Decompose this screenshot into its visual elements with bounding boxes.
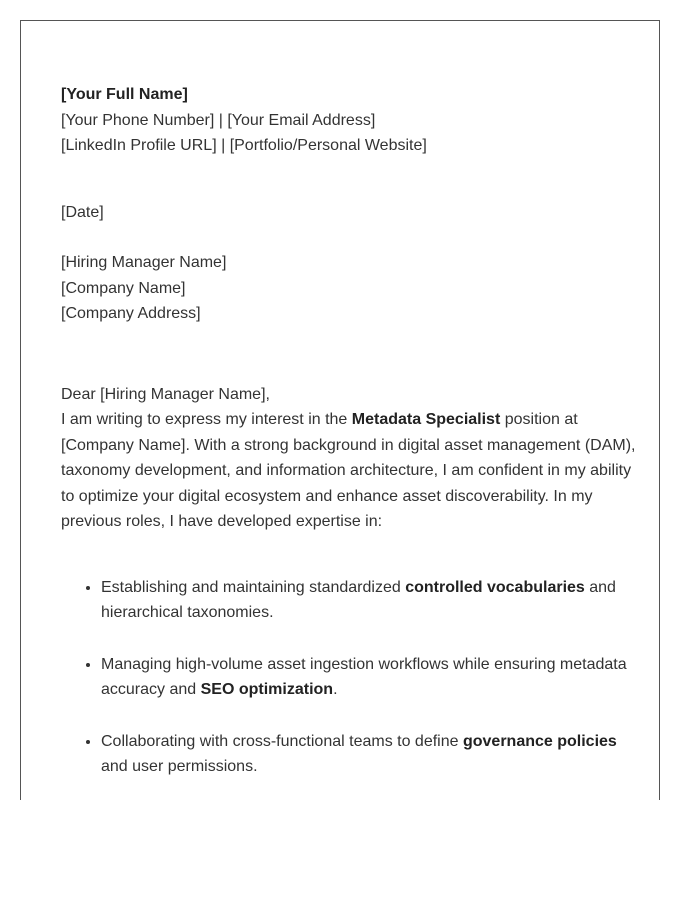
list-item-text: and hierarchical taxonomies. [101, 578, 616, 621]
separator: | [214, 111, 228, 129]
list-item-highlight: governance policies [462, 732, 617, 750]
separator: | [216, 137, 230, 154]
list-item-text: Establishing and maintaining standardized [101, 578, 406, 596]
list-item-highlight: SEO optimization [200, 681, 334, 698]
spacer [61, 225, 636, 250]
spacer [61, 327, 636, 382]
personal-website: [Portfolio/Personal Website] [229, 137, 427, 154]
spacer [61, 159, 636, 200]
list-item [101, 729, 636, 780]
contact-line-2 [61, 133, 636, 159]
intro-paragraph [61, 407, 636, 535]
list-item [101, 575, 636, 626]
document-page [20, 20, 660, 800]
list-item-text: Collaborating with cross-functional teams to define [101, 732, 463, 750]
list-item-text: . [333, 681, 338, 698]
list-item-text: Managing high-volume asset ingestion workflows while ensuring metadata accuracy and [101, 655, 627, 698]
linkedin-url: [LinkedIn Profile URL] [61, 137, 217, 154]
position-title: Metadata Specialist [351, 411, 501, 428]
list-item-text: and user permissions. [101, 758, 258, 775]
letter-content [61, 82, 636, 806]
sender-name: [Your Full Name] [61, 86, 188, 103]
recipient-company: [Company Name] [61, 279, 186, 297]
phone-number: [Your Phone Number] [61, 111, 215, 129]
email-address: [Your Email Address] [227, 111, 376, 129]
recipient-manager: [Hiring Manager Name] [61, 254, 227, 271]
spacer [61, 535, 636, 575]
greeting: Dear [Hiring Manager Name], [61, 385, 270, 403]
recipient-address: [Company Address] [61, 305, 201, 322]
list-item-highlight: controlled vocabularies [405, 578, 585, 596]
expertise-list [61, 575, 636, 780]
intro-text: I am writing to express my interest in the [61, 411, 352, 428]
letter-date: [Date] [61, 203, 104, 221]
contact-line-1 [61, 108, 636, 134]
intro-text-continued: position at [Company Name]. With a strong background in digital asset management (DAM), taxonomy development, and information architecture, I am confident in my ability to optimize your digital ecosystem and enhance asset discoverability. In my previous roles, I have developed expertise in: [61, 411, 636, 530]
list-item [101, 652, 636, 703]
